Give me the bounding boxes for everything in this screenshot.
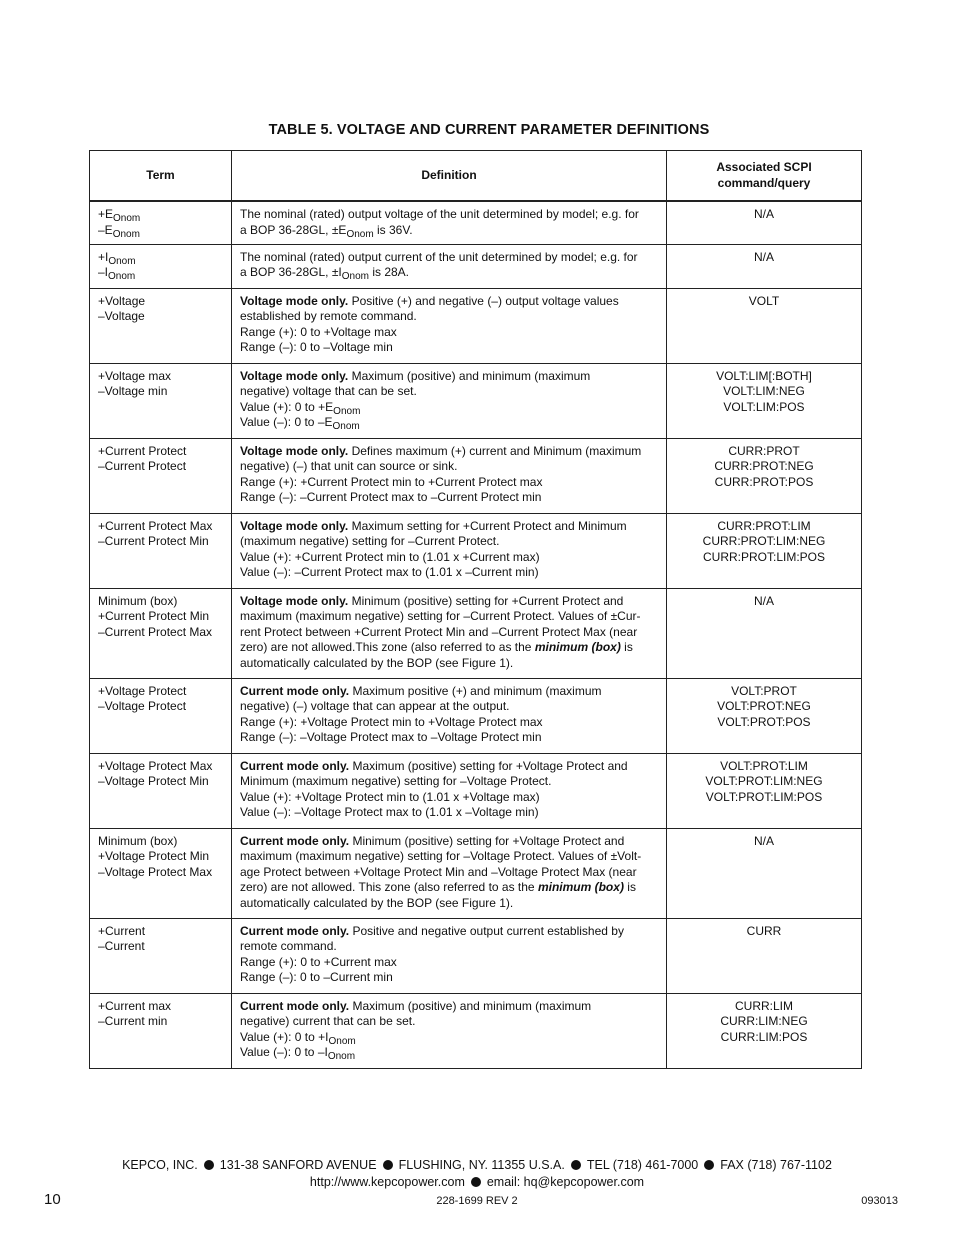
definition-subscript: Onom: [328, 1035, 356, 1047]
definition-text: age Protect between +Voltage Protect Min and –Voltage Protect Max (near: [240, 864, 637, 879]
definition-line: [240, 534, 658, 550]
term-line: [98, 384, 223, 400]
definition-text: Value (+): 0 to +E: [240, 399, 334, 414]
term-line: [98, 250, 223, 266]
document-number: 228-1699 REV 2: [436, 1195, 518, 1207]
term-line: [98, 939, 223, 955]
definition-tail: is: [623, 880, 636, 894]
term-text: –I: [98, 265, 109, 279]
definition-cell: [232, 753, 667, 828]
scpi-cell: [667, 678, 862, 753]
term-cell: [90, 753, 232, 828]
mode-label: Voltage mode only.: [240, 443, 349, 458]
definition-text: maximum (maximum negative) setting for –Voltage Protect. Values of ±Volt-: [240, 849, 642, 863]
scpi-cell: [667, 201, 862, 244]
scpi-command: VOLT:PROT:LIM:NEG: [705, 774, 823, 788]
footer-address: 131-38 SANFORD AVENUE: [219, 1158, 377, 1172]
scpi-command: VOLT:PROT:LIM:POS: [705, 789, 823, 804]
definition-cell: [232, 438, 667, 513]
definition-text: Value (+): 0 to +I: [240, 1029, 329, 1044]
scpi-command: CURR:PROT: [728, 443, 800, 458]
definition-cell: [232, 244, 667, 288]
definition-line: [240, 444, 658, 460]
definition-text: Minimum (positive) setting for +Voltage Protect and: [349, 833, 625, 848]
mode-label: Voltage mode only.: [240, 293, 349, 308]
term-text: Minimum (box): [98, 593, 178, 608]
definition-line: [240, 1014, 658, 1030]
term-cell: [90, 588, 232, 678]
header-definition: Definition: [232, 151, 667, 202]
definition-line: [240, 790, 658, 806]
definition-line: [240, 865, 658, 881]
definition-text: Range (+): +Voltage Protect min to +Voltage Protect max: [240, 714, 543, 729]
definition-text: rent Protect between +Current Protect Min and –Current Protect Max (near: [240, 624, 638, 639]
definition-line: [240, 939, 658, 955]
definition-line: [240, 294, 658, 310]
definition-text: Range (+): 0 to +Voltage max: [240, 324, 397, 339]
bullet-icon: [471, 1177, 481, 1187]
scpi-cell: [667, 828, 862, 918]
term-line: [98, 369, 223, 385]
definition-text: (maximum negative) setting for –Current Protect.: [240, 534, 500, 548]
footer-contact-line: [0, 1175, 954, 1189]
definition-subscript: Onom: [346, 228, 374, 240]
table-body: [90, 201, 862, 1068]
mode-label: Current mode only.: [240, 683, 350, 698]
definition-subscript: Onom: [332, 421, 360, 432]
scpi-command: VOLT:PROT:LIM: [720, 758, 808, 773]
definition-tail: is 36V.: [373, 222, 413, 237]
mode-label: Current mode only.: [240, 758, 350, 773]
bullet-icon: [383, 1160, 393, 1170]
definition-text: remote command.: [240, 939, 337, 953]
scpi-command: N/A: [753, 593, 774, 608]
term-line: [98, 684, 223, 700]
term-line: [98, 294, 223, 310]
scpi-cell: [667, 918, 862, 993]
term-text: +Voltage Protect Min: [98, 849, 210, 863]
scpi-command: VOLT:LIM[:BOTH]: [716, 368, 812, 383]
term-line: [98, 924, 223, 940]
term-text: +Voltage Protect Max: [98, 758, 213, 773]
mode-label: Voltage mode only.: [240, 368, 349, 383]
term-line: [98, 834, 223, 850]
table-row: [90, 918, 862, 993]
scpi-command: CURR:PROT:LIM:POS: [702, 549, 825, 564]
definition-line: [240, 774, 658, 790]
bullet-icon: [704, 1160, 714, 1170]
definition-text: Range (–): –Current Protect max to –Current Protect min: [240, 490, 542, 504]
term-line: [98, 519, 223, 535]
term-line: [98, 223, 223, 239]
table-row: [90, 828, 862, 918]
definition-text: Maximum (positive) and minimum (maximum: [348, 368, 591, 383]
scpi-command: CURR:PROT:LIM: [717, 518, 811, 533]
term-cell: [90, 993, 232, 1068]
scpi-command: VOLT:PROT:NEG: [717, 699, 811, 713]
date-code: 093013: [861, 1195, 898, 1207]
definition-line: [240, 1030, 658, 1046]
definition-text: Minimum (maximum negative) setting for –Voltage Protect.: [240, 774, 552, 788]
definition-text: negative) voltage that can be set.: [240, 384, 417, 398]
scpi-command: VOLT:PROT: [731, 683, 797, 698]
scpi-cell: [667, 753, 862, 828]
definition-line: [240, 207, 658, 223]
term-line: [98, 625, 223, 641]
term-subscript: Onom: [108, 271, 136, 282]
definition-line: [240, 849, 658, 865]
parameter-definitions-table: [89, 150, 862, 1069]
definition-cell: [232, 513, 667, 588]
definition-line: [240, 490, 658, 506]
definition-line: [240, 384, 658, 400]
mode-label: Current mode only.: [240, 998, 350, 1013]
table-row: [90, 288, 862, 363]
term-text: –Current min: [98, 1014, 168, 1028]
definition-line: [240, 684, 658, 700]
term-cell: [90, 828, 232, 918]
term-text: +I: [98, 249, 109, 264]
table-row: [90, 438, 862, 513]
definition-line: [240, 625, 658, 641]
scpi-command: CURR:PROT:POS: [714, 474, 814, 489]
scpi-command: VOLT:PROT:POS: [717, 714, 811, 729]
footer-city: FLUSHING, NY. 11355 U.S.A.: [398, 1158, 565, 1172]
scpi-command: N/A: [753, 207, 774, 221]
emphasis-text: minimum (box): [534, 640, 621, 654]
scpi-cell: [667, 244, 862, 288]
term-text: +Voltage max: [98, 368, 172, 383]
definition-line: [240, 699, 658, 715]
definition-subscript: Onom: [327, 1051, 356, 1062]
page-number: 10: [44, 1191, 61, 1208]
term-text: –Current Protect Max: [98, 624, 213, 639]
definition-line: [240, 759, 658, 775]
term-subscript: Onom: [113, 213, 141, 224]
definition-text: Value (–): –Current Protect max to (1.01 x –Current min): [240, 565, 539, 579]
term-line: [98, 774, 223, 790]
table-row: [90, 588, 862, 678]
term-text: –Voltage Protect Max: [98, 864, 213, 879]
footer-address-line: [0, 1158, 954, 1172]
term-text: +Current Protect: [98, 443, 187, 458]
footer-tel: TEL (718) 461-7000: [586, 1158, 699, 1172]
definition-line: [240, 730, 658, 746]
term-cell: [90, 513, 232, 588]
term-line: [98, 849, 223, 865]
term-line: [98, 594, 223, 610]
mode-label: Current mode only.: [240, 923, 350, 938]
scpi-command: VOLT:LIM:POS: [723, 399, 805, 414]
scpi-command: CURR: [746, 923, 782, 938]
definition-line: [240, 970, 658, 986]
scpi-command: CURR:LIM:POS: [720, 1029, 808, 1044]
header-scpi: [667, 151, 862, 202]
footer-website-link[interactable]: http://www.kepcopower.com: [309, 1175, 465, 1189]
definition-text: Defines maximum (+) current and Minimum (maximum: [348, 443, 642, 458]
term-line: [98, 207, 223, 223]
term-text: –Voltage Protect: [98, 699, 187, 713]
mode-label: Voltage mode only.: [240, 518, 349, 533]
term-line: [98, 444, 223, 460]
term-text: –Voltage Protect Min: [98, 774, 209, 788]
definition-text: Range (+): +Current Protect min to +Current Protect max: [240, 474, 543, 489]
definition-line: [240, 565, 658, 581]
definition-line: [240, 369, 658, 385]
definition-cell: [232, 288, 667, 363]
definition-text: Maximum (positive) setting for +Voltage Protect and: [349, 758, 628, 773]
definition-line: [240, 834, 658, 850]
scpi-command: VOLT:LIM:NEG: [723, 384, 805, 398]
table-title: TABLE 5. VOLTAGE AND CURRENT PARAMETER DEFINITIONS: [268, 122, 710, 138]
definition-text: automatically calculated by the BOP (see Figure 1).: [240, 655, 514, 670]
definition-cell: [232, 363, 667, 438]
scpi-command: CURR:LIM: [734, 998, 793, 1013]
mode-label: Voltage mode only.: [240, 593, 349, 608]
definition-text: Value (–): –Voltage Protect max to (1.01 x –Voltage min): [240, 805, 539, 819]
header-term: Term: [90, 151, 232, 202]
term-cell: [90, 678, 232, 753]
mode-label: Current mode only.: [240, 833, 350, 848]
definition-text: Positive (+) and negative (–) output voltage values: [348, 293, 619, 308]
term-line: [98, 609, 223, 625]
definition-subscript: Onom: [333, 405, 361, 417]
term-text: +Current: [98, 923, 146, 938]
term-line: [98, 759, 223, 775]
term-text: –Current: [98, 939, 145, 953]
definition-text: Maximum (positive) and minimum (maximum: [349, 998, 592, 1013]
definition-line: [240, 459, 658, 475]
term-text: +Voltage Protect: [98, 683, 187, 698]
definition-line: [240, 999, 658, 1015]
scpi-cell: [667, 438, 862, 513]
definition-text: Value (+): +Voltage Protect min to (1.01 x +Voltage max): [240, 789, 540, 804]
definition-line: [240, 340, 658, 356]
term-text: +Current Protect Max: [98, 518, 213, 533]
term-line: [98, 999, 223, 1015]
definition-text: Maximum setting for +Current Protect and Minimum: [348, 518, 627, 533]
term-cell: [90, 201, 232, 244]
definition-text: a BOP 36-28GL, ±E: [240, 222, 347, 237]
definition-line: [240, 415, 658, 431]
term-text: –Current Protect Min: [98, 534, 209, 548]
definition-text: Range (–): 0 to –Current min: [240, 970, 393, 984]
definition-cell: [232, 588, 667, 678]
definition-line: [240, 609, 658, 625]
table-row: [90, 678, 862, 753]
definition-text: automatically calculated by the BOP (see Figure 1).: [240, 895, 514, 910]
term-line: [98, 699, 223, 715]
definition-text: established by remote command.: [240, 309, 417, 323]
term-text: –Current Protect: [98, 459, 187, 473]
definition-text: The nominal (rated) output current of the unit determined by model; e.g. for: [240, 249, 638, 264]
definition-text: Maximum positive (+) and minimum (maximum: [349, 683, 602, 698]
definition-text: Value (–): 0 to –I: [240, 1045, 328, 1059]
definition-line: [240, 955, 658, 971]
definition-line: [240, 250, 658, 266]
term-cell: [90, 363, 232, 438]
definition-line: [240, 475, 658, 491]
term-line: [98, 265, 223, 281]
definition-line: [240, 265, 658, 281]
header-scpi-line2: command/query: [717, 175, 811, 190]
definition-text: Value (+): +Current Protect min to (1.01 x +Current max): [240, 549, 540, 564]
definition-text: The nominal (rated) output voltage of the unit determined by model; e.g. for: [240, 207, 639, 221]
definition-line: [240, 1045, 658, 1061]
bullet-icon: [571, 1160, 581, 1170]
table-row: [90, 244, 862, 288]
definition-text: negative) (–) that unit can source or sink.: [240, 459, 458, 473]
table-row: [90, 993, 862, 1068]
definition-line: [240, 880, 658, 896]
definition-line: [240, 223, 658, 239]
definition-line: [240, 519, 658, 535]
definition-tail: is 28A.: [369, 265, 410, 279]
term-subscript: Onom: [108, 255, 136, 267]
emphasis-text: minimum (box): [537, 880, 624, 894]
term-cell: [90, 244, 232, 288]
definition-text: Range (+): 0 to +Current max: [240, 954, 397, 969]
table-row: [90, 753, 862, 828]
footer-email-link[interactable]: email: hq@kepcopower.com: [486, 1175, 645, 1189]
term-line: [98, 1014, 223, 1030]
table-row: [90, 513, 862, 588]
definition-line: [240, 325, 658, 341]
term-text: Minimum (box): [98, 833, 178, 848]
header-scpi-line1: Associated SCPI: [716, 160, 812, 174]
definition-text: Minimum (positive) setting for +Current Protect and: [348, 593, 624, 608]
definition-line: [240, 550, 658, 566]
term-line: [98, 534, 223, 550]
term-text: –E: [98, 222, 113, 237]
table-header-row: [90, 151, 862, 202]
definition-text: negative) (–) voltage that can appear at the output.: [240, 699, 510, 713]
term-line: [98, 309, 223, 325]
definition-text: Range (–): –Voltage Protect max to –Voltage Protect min: [240, 730, 542, 744]
table-row: [90, 201, 862, 244]
definition-text: a BOP 36-28GL, ±I: [240, 265, 342, 279]
bullet-icon: [204, 1160, 214, 1170]
term-text: –Voltage min: [98, 384, 168, 398]
definition-cell: [232, 678, 667, 753]
definition-line: [240, 805, 658, 821]
term-text: +Current Protect Min: [98, 609, 210, 623]
definition-line: [240, 896, 658, 912]
term-text: +Voltage: [98, 293, 146, 308]
term-line: [98, 865, 223, 881]
term-cell: [90, 438, 232, 513]
scpi-command: CURR:PROT:LIM:NEG: [702, 534, 826, 548]
definition-text: negative) current that can be set.: [240, 1014, 416, 1028]
term-subscript: Onom: [112, 228, 140, 240]
definition-line: [240, 309, 658, 325]
scpi-cell: [667, 993, 862, 1068]
definition-text: maximum (maximum negative) setting for –Current Protect. Values of ±Cur-: [240, 609, 641, 623]
term-text: +E: [98, 207, 114, 221]
term-text: +Current max: [98, 998, 172, 1013]
scpi-command: CURR:LIM:NEG: [720, 1014, 808, 1028]
definition-line: [240, 640, 658, 656]
scpi-command: N/A: [753, 249, 774, 264]
scpi-cell: [667, 588, 862, 678]
term-cell: [90, 918, 232, 993]
scpi-command: CURR:PROT:NEG: [714, 459, 814, 473]
definition-line: [240, 400, 658, 416]
scpi-cell: [667, 288, 862, 363]
definition-tail: is: [620, 640, 633, 654]
definition-line: [240, 656, 658, 672]
footer-fax: FAX (718) 767-1102: [720, 1158, 832, 1172]
definition-cell: [232, 918, 667, 993]
definition-text: Positive and negative output current established by: [349, 923, 624, 938]
definition-text: Value (–): 0 to –E: [240, 415, 333, 429]
definition-cell: [232, 993, 667, 1068]
definition-text: zero) are not allowed.This zone (also referred to as the: [240, 640, 535, 654]
definition-line: [240, 924, 658, 940]
table-row: [90, 363, 862, 438]
term-text: –Voltage: [98, 309, 145, 323]
definition-text: Range (–): 0 to –Voltage min: [240, 340, 393, 354]
definition-line: [240, 715, 658, 731]
scpi-command: N/A: [753, 833, 774, 848]
scpi-cell: [667, 363, 862, 438]
term-cell: [90, 288, 232, 363]
definition-text: zero) are not allowed. This zone (also referred to as the: [240, 880, 538, 894]
scpi-command: VOLT: [748, 293, 780, 308]
definition-line: [240, 594, 658, 610]
definition-cell: [232, 828, 667, 918]
footer-company: KEPCO, INC.: [122, 1158, 198, 1172]
definition-subscript: Onom: [341, 271, 369, 282]
term-line: [98, 459, 223, 475]
definition-cell: [232, 201, 667, 244]
scpi-cell: [667, 513, 862, 588]
